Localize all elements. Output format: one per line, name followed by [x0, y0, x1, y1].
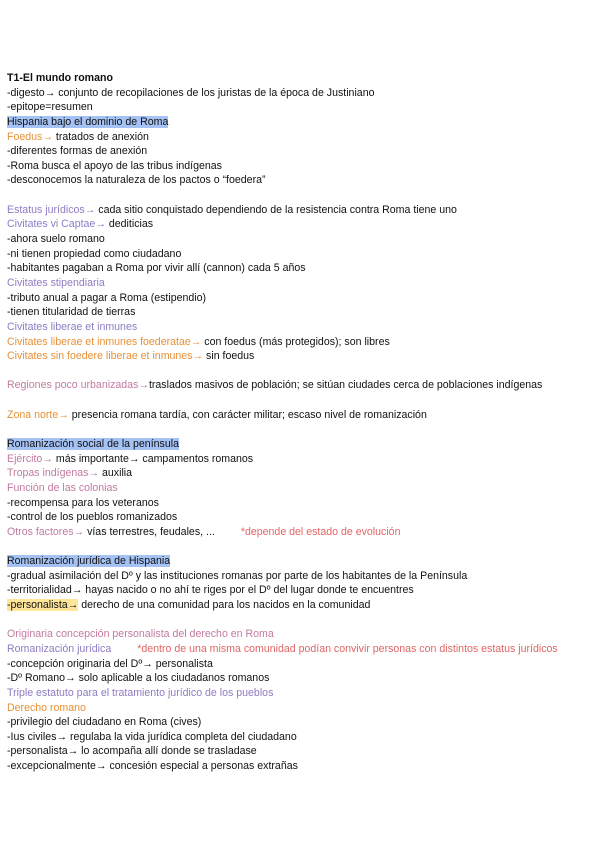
note: *dentro de una misma comunidad podían convivir personas con distintos estatus jurídicos — [137, 642, 558, 655]
definition: derecho de una comunidad para los nacidos en la comunidad — [78, 599, 371, 612]
subheading: Civitates stipendiaria — [7, 276, 105, 289]
text-line: -excepcionalmente→ concesión especial a personas extrañas — [7, 760, 298, 773]
text-line: -Dº Romano→ solo aplicable a los ciudadanos romanos — [7, 672, 270, 685]
text-line: -recompensa para los veteranos — [7, 496, 159, 509]
document-body — [7, 71, 593, 774]
definition: tratados de anexión — [52, 130, 149, 143]
term: Otros factores→ — [7, 525, 85, 538]
section-heading: Hispania bajo el dominio de Roma — [7, 115, 169, 128]
definition: más importante→ campamentos romanos — [52, 452, 254, 465]
text-line: -diferentes formas de anexión — [7, 145, 148, 158]
definition: auxilia — [99, 467, 133, 480]
definition: dediticias — [105, 218, 154, 231]
section-heading: Romanización jurídica de Hispania — [7, 555, 171, 568]
definition: traslados masivos de población; se sitúan ciudades cerca de poblaciones indígenas — [148, 379, 543, 392]
term: Tropas indígenas→ — [7, 467, 100, 480]
text-line: -habitantes pagaban a Roma por vivir allí (cannon) cada 5 años — [7, 262, 306, 275]
spacer — [7, 613, 593, 628]
term: Zona norte→ — [7, 408, 69, 421]
term: Estatus jurídicos→ — [7, 203, 96, 216]
term: Romanización jurídica — [7, 642, 112, 655]
term: Regiones poco urbanizadas→ — [7, 379, 149, 392]
text-line: -territorialidad→ hayas nacido o no ahí te riges por el Dº del lugar donde te encuentres — [7, 584, 414, 597]
spacer — [7, 540, 593, 555]
definition: con foedus (más protegidos); son libres — [201, 335, 390, 348]
subheading: Derecho romano — [7, 701, 86, 714]
text-line: -digesto→ conjunto de recopilaciones de los juristas de la época de Justiniano — [7, 86, 375, 99]
text-line: -Roma busca el apoyo de las tribus indígenas — [7, 159, 222, 172]
text-line: -Ius civiles→ regulaba la vida jurídica completa del ciudadano — [7, 730, 297, 743]
text-line: -epitope=resumen — [7, 101, 93, 114]
section-heading: Romanización social de la península — [7, 438, 179, 451]
text-line: -ni tienen propiedad como ciudadano — [7, 247, 182, 260]
text-line: -control de los pueblos romanizados — [7, 511, 178, 524]
note: *depende del estado de evolución — [240, 525, 401, 538]
text-line: -personalista→ lo acompaña allí donde se trasladase — [7, 745, 257, 758]
subheading: Originaria concepción personalista del derecho en Roma — [7, 628, 274, 641]
term: Foedus→ — [7, 130, 53, 143]
text-line: -tributo anual a pagar a Roma (estipendio) — [7, 291, 207, 304]
definition: presencia romana tardía, con carácter militar; escaso nivel de romanización — [68, 408, 427, 421]
subheading: Función de las colonias — [7, 481, 118, 494]
spacer — [7, 188, 593, 203]
highlighted-term: -personalista→ — [7, 599, 79, 612]
subheading: Civitates liberae et inmunes — [7, 320, 138, 333]
spacer — [7, 393, 593, 408]
term: Civitates sin foedere liberae et inmunes→ — [7, 350, 204, 363]
text-line: -concepción originaria del Dº→ personalista — [7, 657, 213, 670]
spacer — [7, 364, 593, 379]
document-title: T1-El mundo romano — [7, 72, 113, 84]
subheading: Triple estatuto para el tratamiento jurídico de los pueblos — [7, 686, 274, 699]
spacer — [7, 422, 593, 437]
definition: vías terrestres, feudales, ... — [84, 525, 215, 538]
term: Civitates vi Captae→ — [7, 218, 106, 231]
text-line: -ahora suelo romano — [7, 233, 105, 246]
definition: sin foedus — [203, 350, 255, 363]
text-line: -gradual asimilación del Dº y las instituciones romanas por parte de los habitantes de la Península — [7, 569, 468, 582]
definition: cada sitio conquistado dependiendo de la resistencia contra Roma tiene uno — [95, 203, 457, 216]
text-line: -privilegio del ciudadano en Roma (cives) — [7, 716, 202, 729]
text-line: -tienen titularidad de tierras — [7, 306, 136, 319]
term: Ejército→ — [7, 452, 53, 465]
term: Civitates liberae et inmunes foederatae→ — [7, 335, 202, 348]
text-line: -desconocemos la naturaleza de los pactos o “foedera” — [7, 174, 266, 187]
